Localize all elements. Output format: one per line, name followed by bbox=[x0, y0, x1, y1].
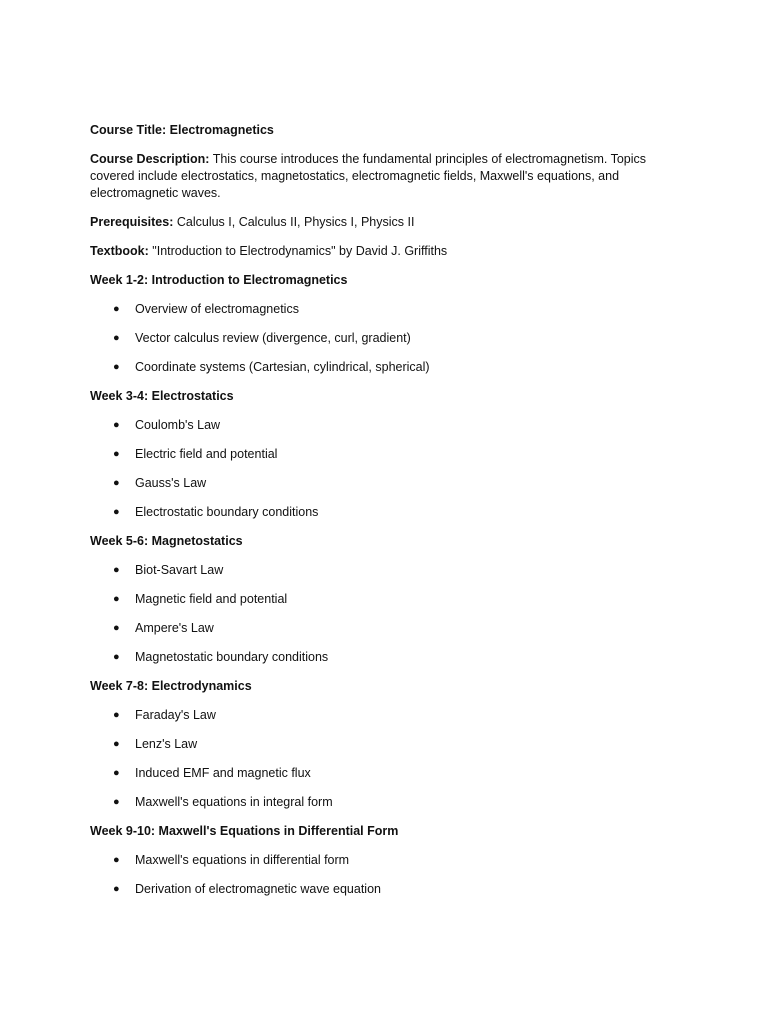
week-topic-list bbox=[90, 301, 670, 376]
bullet-icon: ● bbox=[113, 738, 120, 750]
list-item bbox=[90, 881, 670, 898]
list-item bbox=[90, 794, 670, 811]
list-item-text: Derivation of electromagnetic wave equation bbox=[135, 882, 381, 896]
list-item-text: Vector calculus review (divergence, curl, gradient) bbox=[135, 331, 411, 345]
list-item-text: Electrostatic boundary conditions bbox=[135, 505, 319, 519]
week-heading: Week 1-2: Introduction to Electromagnetics bbox=[90, 273, 348, 287]
week-topic-list bbox=[90, 707, 670, 811]
list-item bbox=[90, 765, 670, 782]
bullet-icon: ● bbox=[113, 651, 120, 663]
bullet-icon: ● bbox=[113, 709, 120, 721]
week-heading: Week 7-8: Electrodynamics bbox=[90, 679, 252, 693]
bullet-icon: ● bbox=[113, 506, 120, 518]
week-heading: Week 5-6: Magnetostatics bbox=[90, 534, 243, 548]
list-item-text: Induced EMF and magnetic flux bbox=[135, 766, 311, 780]
list-item-text: Biot-Savart Law bbox=[135, 563, 224, 577]
list-item-text: Electric field and potential bbox=[135, 447, 278, 461]
list-item bbox=[90, 591, 670, 608]
list-item-text: Gauss's Law bbox=[135, 476, 207, 490]
week-topic-list bbox=[90, 417, 670, 521]
list-item bbox=[90, 504, 670, 521]
prerequisites-value: Calculus I, Calculus II, Physics I, Physics II bbox=[176, 215, 415, 229]
bullet-icon: ● bbox=[113, 883, 120, 895]
list-item bbox=[90, 359, 670, 376]
course-title bbox=[90, 122, 670, 139]
course-description-value: This course introduces the fundamental principles of electromagnetism. Topics covered include electrostatics, magnetostatics, electromagnetic fields, Maxwell's equations, and electromagnetic waves. bbox=[90, 152, 647, 200]
list-item-text: Ampere's Law bbox=[135, 621, 214, 635]
list-item-text: Coulomb's Law bbox=[135, 418, 221, 432]
list-item-text: Faraday's Law bbox=[135, 708, 216, 722]
course-title-label: Course Title: bbox=[90, 123, 167, 137]
list-item bbox=[90, 475, 670, 492]
bullet-icon: ● bbox=[113, 477, 120, 489]
prerequisites-label: Prerequisites: bbox=[90, 215, 174, 229]
textbook-value: "Introduction to Electrodynamics" by David J. Griffiths bbox=[152, 244, 448, 258]
bullet-icon: ● bbox=[113, 767, 120, 779]
list-item bbox=[90, 707, 670, 724]
syllabus-document bbox=[90, 122, 670, 910]
week-heading: Week 3-4: Electrostatics bbox=[90, 389, 234, 403]
week-topic-list bbox=[90, 562, 670, 666]
bullet-icon: ● bbox=[113, 593, 120, 605]
course-textbook bbox=[90, 243, 670, 260]
list-item bbox=[90, 562, 670, 579]
course-description bbox=[90, 151, 670, 202]
list-item bbox=[90, 736, 670, 753]
list-item-text: Overview of electromagnetics bbox=[135, 302, 299, 316]
week-topic-list bbox=[90, 852, 670, 898]
list-item-text: Magnetostatic boundary conditions bbox=[135, 650, 329, 664]
list-item bbox=[90, 417, 670, 434]
course-title-value: Electromagnetics bbox=[169, 123, 274, 137]
bullet-icon: ● bbox=[113, 796, 120, 808]
list-item-text: Lenz's Law bbox=[135, 737, 198, 751]
bullet-icon: ● bbox=[113, 332, 120, 344]
bullet-icon: ● bbox=[113, 361, 120, 373]
list-item bbox=[90, 301, 670, 318]
bullet-icon: ● bbox=[113, 854, 120, 866]
list-item bbox=[90, 852, 670, 869]
list-item bbox=[90, 330, 670, 347]
course-prerequisites bbox=[90, 214, 670, 231]
bullet-icon: ● bbox=[113, 303, 120, 315]
bullet-icon: ● bbox=[113, 448, 120, 460]
list-item-text: Maxwell's equations in differential form bbox=[135, 853, 350, 867]
list-item bbox=[90, 620, 670, 637]
course-description-label: Course Description: bbox=[90, 152, 210, 166]
bullet-icon: ● bbox=[113, 622, 120, 634]
bullet-icon: ● bbox=[113, 564, 120, 576]
list-item-text: Magnetic field and potential bbox=[135, 592, 288, 606]
textbook-label: Textbook: bbox=[90, 244, 149, 258]
bullet-icon: ● bbox=[113, 419, 120, 431]
list-item-text: Maxwell's equations in integral form bbox=[135, 795, 333, 809]
list-item bbox=[90, 649, 670, 666]
list-item-text: Coordinate systems (Cartesian, cylindrical, spherical) bbox=[135, 360, 430, 374]
week-heading: Week 9-10: Maxwell's Equations in Differential Form bbox=[90, 824, 399, 838]
list-item bbox=[90, 446, 670, 463]
